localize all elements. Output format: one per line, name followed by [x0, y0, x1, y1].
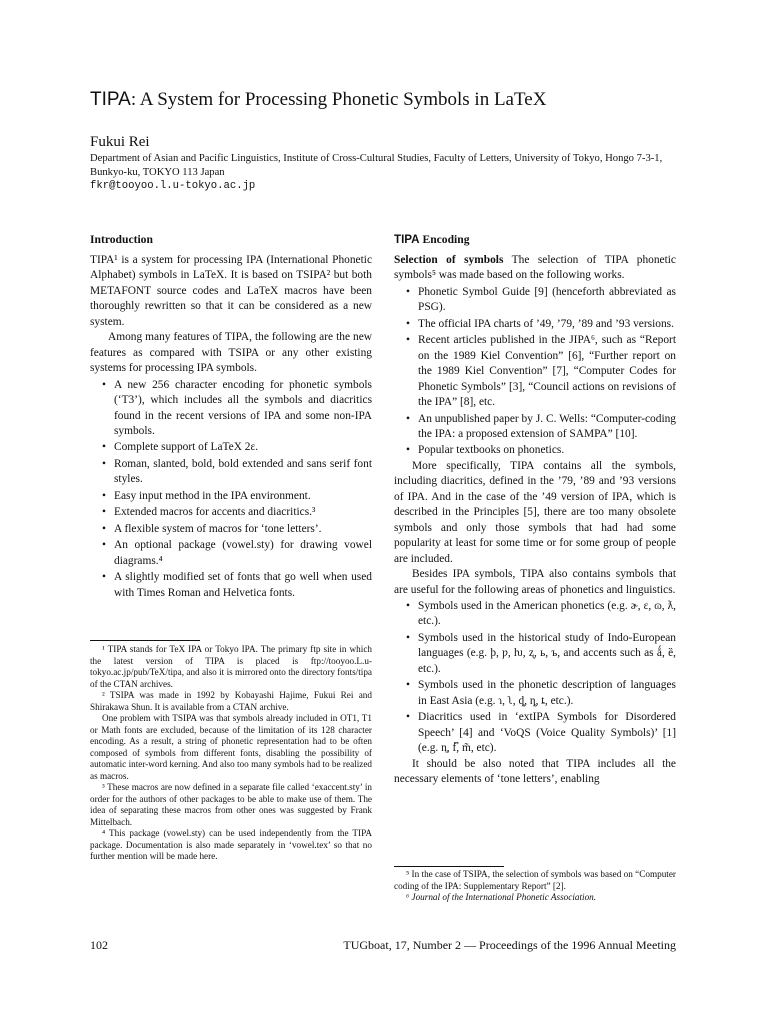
- works-item: • Recent articles published in the JIPA⁶, such as “Report on the 1989 Kiel Convention” [6], “Further report on the 1989 Kiel Convention” [7], “Computer Codes for Phonetic Symbols” [3], “Council actions on revisions of the IPA” [8], etc.: [394, 333, 676, 410]
- left-column: [90, 232, 372, 601]
- feature-item: • Roman, slanted, bold, bold extended and sans serif font styles.: [90, 457, 372, 488]
- footnote-rule: [394, 866, 504, 867]
- footnote: ⁶ Journal of the International Phonetic Association.: [406, 892, 597, 902]
- title-latex: LaTeX: [493, 89, 547, 110]
- works-item: • The official IPA charts of ’49, ’79, ’89 and ’93 versions.: [394, 317, 676, 332]
- left-footnotes: [90, 644, 372, 863]
- selection-paragraph: [394, 253, 676, 284]
- page-number: 102: [90, 938, 108, 952]
- intro-paragraph-2: Among many features of TIPA, the following are the new features as compared with TSIPA or any other existing systems for processing IPA symbols.: [90, 331, 372, 375]
- specifics-paragraph: More specifically, TIPA contains all the symbols, including diacritics, defined in the ’79, ’89 and ’93 versions of IPA. And in the case of the ’49 version of IPA, which is described in the Principles [5], there are too many obsolete symbols and only those symbols that had had some popularity at least for some time or for some group of people are included.: [394, 459, 676, 565]
- author-name: Fukui Rei: [90, 134, 150, 150]
- works-item: • Phonetic Symbol Guide [9] (henceforth abbreviated as PSG).: [394, 285, 676, 316]
- paper-title: [90, 88, 730, 112]
- feature-item: • A flexible system of macros for ‘tone letters’.: [90, 522, 372, 537]
- title-text: : A System for Processing Phonetic Symbols in: [130, 89, 490, 110]
- feature-item: • A slightly modified set of fonts that go well when used with Times Roman and Helvetica fonts.: [90, 570, 372, 601]
- footnote: ⁵ In the case of TSIPA, the selection of symbols was based on “Computer coding of the IPA: Supplementary Report” [2].: [394, 869, 676, 891]
- areas-item: • Diacritics used in ‘extIPA Symbols for Disordered Speech’ [4] and ‘VoQS (Voice Quality Symbols)’ [1] (e.g. n̼, f͆, m̃, etc).: [394, 710, 676, 756]
- intro-paragraph-1: TIPA¹ is a system for processing IPA (International Phonetic Alphabet) symbols in LaTeX. It is based on TSIPA² but both METAFONT source codes and LaTeX macros have been thoroughly rewritten so that it can be considered as a new system.: [90, 254, 372, 328]
- selection-text: The selection of TIPA phonetic symbols⁵ was made based on the following works.: [394, 254, 676, 282]
- footnote: ² TSIPA was made in 1992 by Kobayashi Hajime, Fukui Rei and Shirakawa Shun. It is available from a CTAN archive.: [90, 690, 372, 712]
- feature-item: • Easy input method in the IPA environment.: [90, 489, 372, 504]
- footnote: ³ These macros are now defined in a separate file called ‘exaccent.sty’ in order for the authors of other packages to be able to make use of them. The idea of separating these macros from other ones was suggested by Frank Mittelbach.: [90, 782, 372, 827]
- areas-item: • Symbols used in the historical study of Indo-European languages (e.g. þ, ƿ, ƕ, ʐ, ь, ъ, and accents such as ǻ, ȅ, etc.).: [394, 631, 676, 677]
- works-item: • An unpublished paper by J. C. Wells: “Computer-coding the IPA: a proposed extension of SAMPA” [10].: [394, 412, 676, 443]
- feature-item: • A new 256 character encoding for phonetic symbols (‘T3’), which includes all the symbols and diacritics found in the recent versions of IPA and some non-IPA symbols.: [90, 378, 372, 440]
- feature-list: [90, 378, 372, 601]
- right-footnotes: [394, 869, 676, 904]
- author-affiliation: Department of Asian and Pacific Linguistics, Institute of Cross-Cultural Studies, Faculty of Letters, University of Tokyo, Hongo 7-3-1, Bunkyo-ku, TOKYO 113 Japan: [90, 153, 663, 178]
- author-email: fkr@tooyoo.l.u-tokyo.ac.jp: [90, 180, 256, 192]
- heading-text: Encoding: [419, 233, 470, 246]
- footnote: ¹ TIPA stands for TeX IPA or Tokyo IPA. The primary ftp site in which the latest version of TIPA is placed is ftp://tooyoo.L.u-tokyo.ac.jp/pub/TeX/tipa, and also it is mirrored onto the directory fonts/tipa of the CTAN archives.: [90, 644, 372, 689]
- besides-paragraph: Besides IPA symbols, TIPA also contains symbols that are useful for the following areas of phonetics and linguistics.: [394, 568, 676, 596]
- section-heading-introduction: Introduction: [90, 233, 153, 246]
- heading-tipa: TIPA: [394, 233, 420, 246]
- feature-item: • Extended macros for accents and diacritics.³: [90, 505, 372, 520]
- right-column: [394, 232, 676, 787]
- feature-item: • An optional package (vowel.sty) for drawing vowel diagrams.⁴: [90, 538, 372, 569]
- section-heading-encoding: [394, 232, 676, 247]
- tone-paragraph: It should be also noted that TIPA includes all the necessary elements of ‘tone letters’, enabling: [394, 757, 676, 785]
- footnote: One problem with TSIPA was that symbols already included in OT1, T1 or Math fonts are excluded, because of the limitation of its 128 character encoding. As a result, a string of phonetic representation had to be often composed of symbols from different fonts, disabling the possibility of automatic inter-word kerning. And also too many symbols had to be realized as macros.: [90, 713, 372, 781]
- running-footer: TUGboat, 17, Number 2 — Proceedings of the 1996 Annual Meeting: [343, 938, 676, 952]
- footnote: ⁴ This package (vowel.sty) can be used independently from the TIPA package. Documentation is also made separately in ‘vowel.tex’ so that no further mention will be made here.: [90, 828, 372, 861]
- works-list: [394, 285, 676, 459]
- footnote-rule: [90, 640, 200, 641]
- run-in-heading: Selection of symbols: [394, 254, 504, 266]
- title-tipa: TIPA: [90, 89, 131, 110]
- areas-item: • Symbols used in the phonetic description of languages in East Asia (e.g. ɿ, ʅ, ȡ, ȵ, ȶ, etc.).: [394, 678, 676, 709]
- areas-item: • Symbols used in the American phonetics (e.g. ɚ, ɛ, ɷ, ƛ, etc.).: [394, 599, 676, 630]
- feature-item: • Complete support of LaTeX 2ε.: [90, 440, 372, 455]
- works-item: • Popular textbooks on phonetics.: [394, 443, 676, 458]
- areas-list: [394, 599, 676, 757]
